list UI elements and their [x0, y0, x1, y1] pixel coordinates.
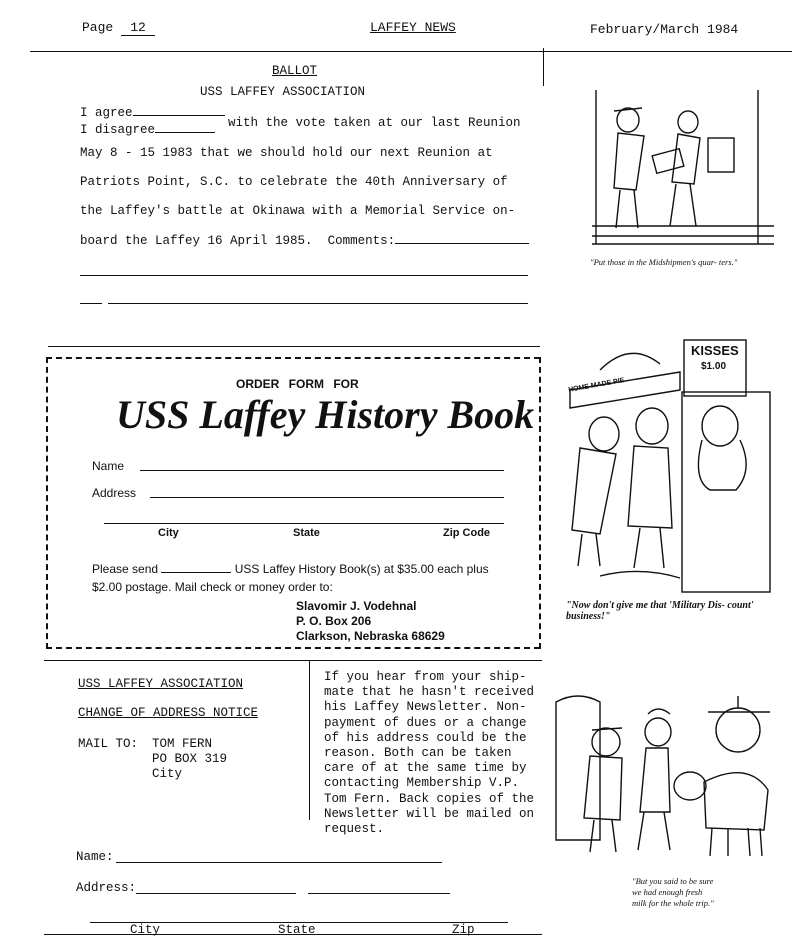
state-label: State	[293, 527, 320, 539]
notice-org: USS LAFFEY ASSOCIATION	[78, 677, 244, 691]
ballot-org: USS LAFFEY ASSOCIATION	[200, 85, 366, 99]
notice-message-line: Newsletter will be mailed on	[324, 806, 535, 821]
notice-message-line: contacting Membership V.P.	[324, 776, 520, 791]
page-label-text: Page	[82, 20, 114, 35]
notice-address-label: Address:	[76, 881, 137, 895]
kisses-sign: KISSES	[691, 343, 739, 358]
ballot-line-5-text: board the Laffey 16 April 1985.	[80, 234, 313, 248]
notice-message-line: his Laffey Newsletter. Non-	[324, 700, 527, 715]
page-label	[82, 20, 155, 36]
quantity-field[interactable]	[161, 572, 231, 573]
issue-date: February/March 1984	[590, 22, 739, 37]
cartoon-2-caption: "Now don't give me that 'Military Dis- count' business!"	[566, 600, 754, 622]
send-text-b: USS Laffey History Book(s) at $35.00 each plus	[234, 562, 489, 576]
comments-line-2a[interactable]	[80, 303, 102, 304]
ballot-line-5	[80, 234, 529, 248]
section-rule	[48, 346, 540, 347]
ballot-line-1: with the vote taken at our last Reunion	[228, 116, 521, 130]
comments-field[interactable]	[395, 243, 529, 244]
comments-line-2b[interactable]	[108, 303, 528, 304]
newsletter-title: LAFFEY NEWS	[370, 20, 456, 35]
order-form-border-left	[46, 357, 48, 649]
mail-to-box: PO BOX 319	[152, 752, 228, 766]
notice-message-line: care of at the same time by	[324, 761, 527, 776]
cartoon-3-caption: "But you said to be sure we had enough fresh milk for the whole trip."	[632, 876, 714, 908]
address-field[interactable]	[150, 497, 504, 498]
notice-message	[324, 670, 534, 837]
agree-label: I agree	[80, 106, 133, 120]
notice-message-line: payment of dues or a change	[324, 715, 527, 730]
cartoon-cow-illustration	[548, 690, 778, 862]
order-form-heading: ORDER FORM FOR	[236, 377, 359, 391]
disagree-blank[interactable]	[155, 132, 215, 133]
pie-sign: HOME MADE PIE	[567, 377, 625, 394]
comments-line-1[interactable]	[80, 275, 528, 276]
send-text-a: Please send	[92, 562, 159, 576]
mail-to-label: MAIL TO:	[78, 737, 139, 751]
zip-code-label: Zip Code	[443, 527, 491, 539]
notice-message-line: of his address could be the	[324, 730, 527, 745]
notice-message-line: request.	[324, 822, 385, 837]
kisses-price: $1.00	[701, 361, 727, 372]
bottom-column-divider	[309, 660, 310, 820]
ballot-title: BALLOT	[272, 64, 318, 78]
city-label: City	[158, 527, 179, 539]
mail-to-city: City	[152, 767, 183, 781]
notice-message-line: If you hear from your ship-	[324, 670, 527, 684]
order-form-border-top	[46, 357, 540, 359]
name-label: Name	[92, 459, 125, 473]
address-label: Address	[92, 486, 137, 500]
disagree-option[interactable]	[80, 123, 215, 137]
agree-option[interactable]	[80, 106, 225, 120]
ballot-line-3: Patriots Point, S.C. to celebrate the 40th Anniversary of	[80, 175, 508, 189]
cartoon-officers-illustration	[588, 78, 780, 250]
bottom-section-rule	[44, 660, 542, 661]
name-field[interactable]	[140, 470, 504, 471]
order-form-border-right	[539, 357, 541, 649]
ballot-line-2: May 8 - 15 1983 that we should hold our next Reunion at	[80, 146, 493, 160]
column-divider	[543, 48, 544, 86]
notice-message-line: mate that he hasn't received	[324, 685, 535, 700]
notice-zip-label: Zip	[452, 923, 475, 937]
order-form-title: USS Laffey History Book	[116, 392, 535, 437]
notice-message-line: reason. Both can be taken	[324, 746, 512, 761]
cartoon-kissing-booth-illustration	[560, 330, 770, 592]
notice-name-field[interactable]	[116, 862, 442, 863]
notice-city-label: City	[130, 923, 161, 937]
agree-blank[interactable]	[133, 115, 225, 116]
cartoon-1-caption: "Put those in the Midshipmen's quar- ters."	[590, 257, 738, 267]
mail-to-name: TOM FERN	[152, 737, 213, 751]
comments-label: Comments:	[327, 234, 396, 248]
ballot-line-4: the Laffey's battle at Okinawa with a Memorial Service on-	[80, 204, 516, 218]
order-form-border-bottom	[46, 647, 540, 649]
page-number: 12	[121, 20, 155, 36]
mail-address-city: Clarkson, Nebraska 68629	[296, 629, 445, 643]
mail-address-name: Slavomir J. Vodehnal	[296, 599, 417, 613]
city-state-zip-field[interactable]	[104, 523, 504, 524]
header-rule	[30, 51, 792, 52]
notice-title: CHANGE OF ADDRESS NOTICE	[78, 706, 259, 720]
disagree-label: I disagree	[80, 123, 156, 137]
notice-name-label: Name:	[76, 850, 114, 864]
notice-message-line: Tom Fern. Back copies of the	[324, 791, 535, 806]
notice-address-field-2[interactable]	[308, 893, 450, 894]
postage-line: $2.00 postage. Mail check or money order to:	[92, 580, 333, 594]
notice-state-label: State	[278, 923, 316, 937]
notice-address-field-1[interactable]	[136, 893, 296, 894]
send-line	[92, 562, 489, 576]
mail-address-box: P. O. Box 206	[296, 614, 372, 628]
